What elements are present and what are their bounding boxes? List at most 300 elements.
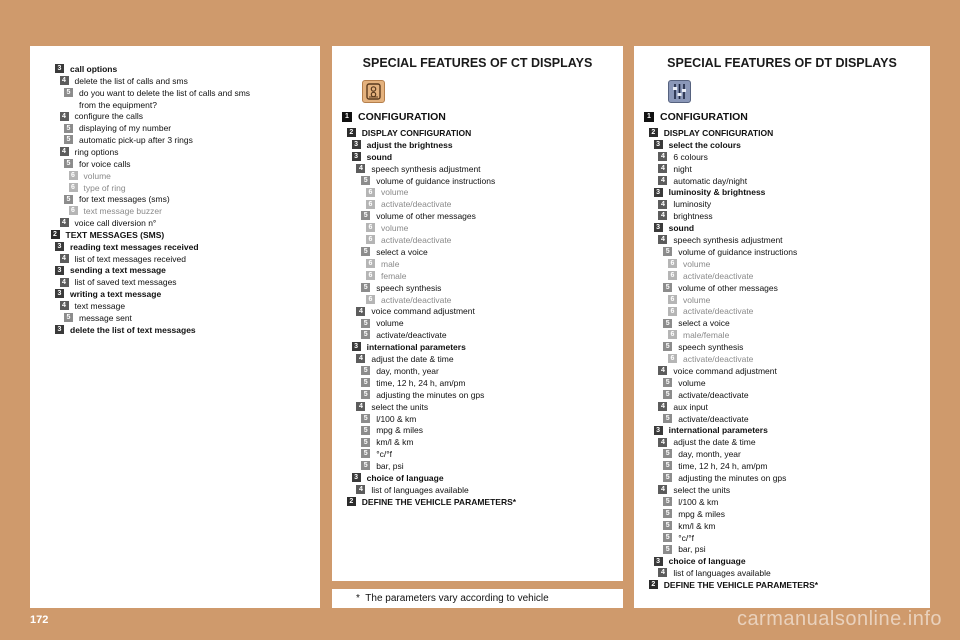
- menu-item-level-2: [649, 126, 773, 138]
- menu-item-label: °c/°f: [376, 448, 392, 459]
- menu-item-label: select the colours: [668, 139, 741, 150]
- menu-item-label: list of saved text messages: [74, 277, 177, 288]
- level-badge: 5: [361, 366, 370, 375]
- menu-item-level-3: [654, 554, 746, 566]
- menu-item-level-1: [644, 110, 748, 122]
- level-badge: 5: [361, 176, 370, 185]
- menu-item-level-3: [352, 471, 444, 483]
- menu-item-level-6: [366, 233, 451, 245]
- level-badge: 4: [60, 112, 69, 121]
- level-badge: 4: [356, 307, 365, 316]
- level-badge: 6: [668, 295, 677, 304]
- menu-item-level-4: [658, 209, 712, 221]
- level-badge: 2: [347, 497, 356, 506]
- level-badge: 4: [658, 211, 667, 220]
- menu-item-label: male: [381, 258, 400, 269]
- menu-item-label: DEFINE THE VEHICLE PARAMETERS*: [361, 496, 517, 507]
- menu-item-level-4: [60, 275, 177, 287]
- menu-item-level-4: [658, 364, 776, 376]
- menu-item-label: DISPLAY CONFIGURATION: [361, 127, 472, 138]
- level-badge: 5: [361, 283, 370, 292]
- menu-item-label: volume: [83, 170, 111, 181]
- menu-item-label: activate/deactivate: [678, 413, 749, 424]
- menu-item-level-5: [64, 133, 193, 145]
- level-badge: 4: [658, 164, 667, 173]
- level-badge: 5: [361, 414, 370, 423]
- menu-item-label: volume of guidance instructions: [678, 246, 798, 257]
- level-badge: 5: [663, 449, 672, 458]
- menu-item-label: delete the list of calls and sms: [74, 75, 188, 86]
- menu-item-level-6: [668, 328, 729, 340]
- menu-item-level-6: [366, 185, 408, 197]
- level-badge: 1: [342, 112, 352, 122]
- menu-item-label: volume: [683, 258, 711, 269]
- level-badge: 3: [654, 557, 663, 566]
- menu-item-level-6: [69, 204, 162, 216]
- menu-item-label: adjust the date & time: [673, 437, 756, 448]
- menu-item-label: aux input: [673, 401, 708, 412]
- menu-item-label: text message: [74, 300, 126, 311]
- menu-item-label: volume: [683, 294, 711, 305]
- menu-item-label: voice command adjustment: [371, 306, 475, 317]
- menu-item-level-3: [352, 340, 466, 352]
- level-badge: 6: [366, 271, 375, 280]
- menu-item-label: delete the list of text messages: [70, 324, 196, 335]
- menu-item-level-2: [347, 495, 516, 507]
- menu-item-level-4: [658, 150, 708, 162]
- menu-item-label: l/100 & km: [376, 413, 417, 424]
- menu-item-label: voice command adjustment: [673, 365, 777, 376]
- menu-item-level-5: [64, 311, 132, 323]
- menu-item-label: ring options: [74, 146, 119, 157]
- level-badge: 4: [60, 218, 69, 227]
- menu-item-label: activate/deactivate: [381, 199, 452, 210]
- level-badge: 6: [366, 295, 375, 304]
- level-badge: 5: [663, 283, 672, 292]
- menu-item-label: TEXT MESSAGES (SMS): [65, 229, 165, 240]
- level-badge: 3: [352, 140, 361, 149]
- menu-item-label: mpg & miles: [678, 508, 725, 519]
- menu-item-label: km/l & km: [376, 437, 414, 448]
- menu-item-label: activate/deactivate: [381, 294, 452, 305]
- menu-item-label: voice call diversion n°: [74, 217, 157, 228]
- menu-item-label: brightness: [673, 210, 713, 221]
- menu-item-level-6: [668, 304, 753, 316]
- level-badge: 3: [55, 64, 64, 73]
- menu-item-label: type of ring: [83, 182, 126, 193]
- menu-item-label: night: [673, 163, 692, 174]
- level-badge: 3: [55, 242, 64, 251]
- level-badge: 5: [663, 473, 672, 482]
- level-badge: 4: [356, 354, 365, 363]
- menu-item-label: volume: [376, 318, 404, 329]
- level-badge: 2: [347, 128, 356, 137]
- menu-item-level-5: [361, 209, 476, 221]
- menu-item-level-4: [356, 304, 474, 316]
- menu-item-label: call options: [70, 63, 118, 74]
- menu-item-level-5: [361, 245, 428, 257]
- menu-item-label: km/l & km: [678, 520, 716, 531]
- menu-item-level-5: [663, 316, 730, 328]
- ct-displays-title: SPECIAL FEATURES OF CT DISPLAYS: [362, 56, 593, 70]
- menu-item-label: day, month, year: [376, 365, 439, 376]
- level-badge: 5: [64, 195, 73, 204]
- menu-item-label: automatic day/night: [673, 175, 748, 186]
- menu-item-label: time, 12 h, 24 h, am/pm: [376, 377, 466, 388]
- menu-item-label: adjusting the minutes on gps: [678, 472, 787, 483]
- menu-item-label: DISPLAY CONFIGURATION: [663, 127, 774, 138]
- menu-item-label: day, month, year: [678, 448, 741, 459]
- menu-item-level-5: [663, 388, 748, 400]
- menu-item-level-4: [60, 74, 188, 86]
- dt-displays-panel: [634, 46, 930, 608]
- footnote-box: [332, 589, 623, 608]
- level-badge: 5: [663, 509, 672, 518]
- dt-displays-title: SPECIAL FEATURES OF DT DISPLAYS: [667, 56, 897, 70]
- menu-item-level-2: [649, 578, 818, 590]
- menu-item-label: do you want to delete the list of calls and sms: [79, 87, 251, 98]
- menu-item-label: configure the calls: [74, 111, 144, 122]
- menu-item-label: speech synthesis adjustment: [673, 234, 783, 245]
- menu-item-level-5: [361, 174, 495, 186]
- menu-item-level-4: [658, 400, 708, 412]
- menu-item-level-5: [361, 316, 403, 328]
- menu-item-label: luminosity: [673, 199, 712, 210]
- menu-item-label: writing a text message: [70, 288, 162, 299]
- level-badge: 5: [361, 319, 370, 328]
- menu-item-label: activate/deactivate: [678, 389, 749, 400]
- level-badge: 5: [64, 159, 73, 168]
- menu-item-level-6: [668, 352, 753, 364]
- menu-item-level-6: [366, 293, 451, 305]
- menu-item-label: select the units: [371, 401, 429, 412]
- menu-item-level-5: [663, 459, 767, 471]
- menu-item-level-5: [361, 412, 416, 424]
- menu-item-level-4: [60, 109, 144, 121]
- menu-item-label: sound: [668, 222, 695, 233]
- level-badge: 2: [649, 580, 658, 589]
- menu-item-label: volume: [678, 377, 706, 388]
- menu-item-level-5: [64, 86, 250, 98]
- menu-item-level-3: [654, 221, 695, 233]
- menu-item-level-4: [356, 352, 453, 364]
- level-badge: 4: [60, 254, 69, 263]
- menu-item-level-3: [654, 185, 766, 197]
- level-badge: 4: [658, 152, 667, 161]
- level-badge: 3: [654, 140, 663, 149]
- menu-item-level-2: [51, 228, 165, 240]
- menu-item-level-3: [654, 423, 768, 435]
- menu-item-level-4: [356, 400, 428, 412]
- sliders-screen-icon: [668, 80, 691, 103]
- menu-item-label: choice of language: [668, 556, 746, 567]
- menu-item-label: message sent: [79, 312, 132, 323]
- level-badge: 4: [658, 402, 667, 411]
- ct-displays-panel: [332, 46, 623, 581]
- menu-item-label: adjust the brightness: [366, 139, 453, 150]
- level-badge: 5: [663, 545, 672, 554]
- menu-item-level-5: [361, 328, 446, 340]
- level-badge: 3: [55, 289, 64, 298]
- menu-item-level-5: [361, 388, 484, 400]
- menu-item-label: sound: [366, 151, 393, 162]
- level-badge: 5: [361, 426, 370, 435]
- footnote-star: *: [356, 593, 360, 604]
- menu-item-label: volume of other messages: [678, 282, 778, 293]
- menu-item-level-4: [60, 145, 119, 157]
- level-badge: 5: [361, 449, 370, 458]
- menu-item-level-4: [658, 233, 782, 245]
- level-badge: 5: [663, 461, 672, 470]
- menu-item-label: activate/deactivate: [683, 353, 754, 364]
- menu-item-label: list of text messages received: [74, 253, 186, 264]
- level-badge: 5: [663, 390, 672, 399]
- footnote-text: The parameters vary according to vehicle: [365, 593, 549, 604]
- menu-item-label: select a voice: [376, 246, 428, 257]
- menu-item-label: l/100 & km: [678, 496, 719, 507]
- menu-item-level-5: [361, 364, 439, 376]
- menu-item-level-5: [361, 435, 413, 447]
- menu-item-label: text message buzzer: [83, 205, 162, 216]
- menu-item-level-4: [658, 435, 755, 447]
- menu-item-level-1: [342, 110, 446, 122]
- menu-item-level-5: [663, 245, 797, 257]
- menu-item-label: female: [381, 270, 407, 281]
- level-badge: 4: [60, 301, 69, 310]
- menu-item-level-3: [352, 150, 393, 162]
- menu-item-level-5: [361, 423, 423, 435]
- level-badge: 5: [663, 342, 672, 351]
- menu-item-level-2: [347, 126, 471, 138]
- menu-item-label: list of languages available: [371, 484, 469, 495]
- menu-item-level-5: [663, 542, 705, 554]
- menu-item-label: select a voice: [678, 318, 730, 329]
- menu-item-level-4: [658, 566, 770, 578]
- level-badge: 5: [663, 378, 672, 387]
- menu-item-level-4: [356, 162, 480, 174]
- level-badge: 5: [64, 88, 73, 97]
- menu-item-level-3: [55, 263, 166, 275]
- level-badge: 6: [366, 259, 375, 268]
- menu-item-label: speech synthesis: [678, 341, 744, 352]
- level-badge: 3: [352, 342, 361, 351]
- menu-item-label: sending a text message: [70, 265, 166, 276]
- level-badge: 3: [55, 325, 64, 334]
- level-badge: 5: [361, 390, 370, 399]
- menu-item-level-3: [654, 138, 741, 150]
- footnote: [356, 592, 549, 605]
- level-badge: 5: [361, 330, 370, 339]
- menu-item-label: international parameters: [668, 425, 768, 436]
- level-badge: 5: [361, 438, 370, 447]
- menu-item-level-3: [55, 323, 196, 335]
- menu-item-level-5: [663, 519, 715, 531]
- menu-item-level-5: [663, 471, 786, 483]
- menu-item-level-3: [55, 240, 199, 252]
- level-badge: 4: [60, 278, 69, 287]
- level-badge: 6: [69, 171, 78, 180]
- menu-item-label: reading text messages received: [70, 241, 199, 252]
- level-badge: 3: [352, 152, 361, 161]
- menu-item-label: for text messages (sms): [79, 194, 170, 205]
- level-badge: 4: [658, 176, 667, 185]
- level-badge: 5: [64, 124, 73, 133]
- menu-item-level-5: [361, 376, 465, 388]
- menu-item-level-5: [361, 459, 403, 471]
- menu-item-level-5: [64, 157, 131, 169]
- menu-item-level-4: [658, 162, 691, 174]
- menu-item-level-3: [352, 138, 453, 150]
- level-badge: 5: [361, 461, 370, 470]
- menu-item-label: list of languages available: [673, 567, 771, 578]
- level-badge: 6: [69, 183, 78, 192]
- menu-item-label: choice of language: [366, 472, 444, 483]
- menu-item-level-5: [663, 412, 748, 424]
- menu-item-label: bar, psi: [376, 460, 404, 471]
- level-badge: 3: [654, 188, 663, 197]
- menu-item-label: activate/deactivate: [683, 270, 754, 281]
- menu-item-level-5: [663, 281, 778, 293]
- menu-item-level-4: [60, 216, 157, 228]
- menu-item-label: time, 12 h, 24 h, am/pm: [678, 460, 768, 471]
- menu-item-label: mpg & miles: [376, 425, 423, 436]
- menu-item-label: automatic pick-up after 3 rings: [79, 134, 193, 145]
- menu-item-level-6: [69, 181, 126, 193]
- menu-item-label: activate/deactivate: [376, 329, 447, 340]
- menu-item-level-4: [658, 483, 730, 495]
- menu-item-label: displaying of my number: [79, 123, 172, 133]
- menu-item-label: from the equipment?: [79, 99, 157, 110]
- menu-item-level-3: [55, 287, 161, 299]
- level-badge: 3: [352, 473, 361, 482]
- menu-item-label: volume: [381, 222, 409, 233]
- menu-item-level-6: [366, 269, 407, 281]
- menu-item-level-5: [663, 531, 694, 543]
- menu-item-level-5: [663, 507, 725, 519]
- menu-item-label: adjusting the minutes on gps: [376, 389, 485, 400]
- level-badge: 5: [663, 533, 672, 542]
- menu-item-level-6: [668, 293, 710, 305]
- menu-item-level-5: [64, 192, 170, 204]
- page-number: 172: [30, 614, 49, 626]
- menu-item-label: °c/°f: [678, 532, 694, 543]
- menu-item-label: CONFIGURATION: [660, 110, 748, 123]
- level-badge: 2: [649, 128, 658, 137]
- level-badge: 5: [663, 497, 672, 506]
- menu-item-label: for voice calls: [79, 158, 131, 169]
- menu-item-level-5: [663, 447, 741, 459]
- menu-item-label: bar, psi: [678, 544, 706, 555]
- level-badge: 5: [663, 521, 672, 530]
- menu-item-level-3: [55, 62, 117, 74]
- menu-item-label: speech synthesis: [376, 282, 442, 293]
- menu-item-label: male/female: [683, 329, 730, 340]
- level-badge: 3: [654, 223, 663, 232]
- level-badge: 6: [668, 271, 677, 280]
- menu-item-label: volume: [381, 187, 409, 198]
- level-badge: 6: [668, 354, 677, 363]
- menu-item-level-6: [366, 221, 408, 233]
- menu-item-label: adjust the date & time: [371, 353, 454, 364]
- level-badge: 4: [60, 147, 69, 156]
- level-badge: 6: [668, 307, 677, 316]
- menu-item-level-5: [361, 281, 441, 293]
- watermark: carmanualsonline.info: [736, 608, 942, 630]
- level-badge: 6: [668, 330, 677, 339]
- menu-item-label: international parameters: [366, 341, 466, 352]
- level-badge: 3: [55, 266, 64, 275]
- level-badge: 5: [64, 313, 73, 322]
- level-badge: 5: [361, 211, 370, 220]
- level-badge: 4: [658, 235, 667, 244]
- menu-item-level-6: [668, 257, 710, 269]
- level-badge: 6: [366, 200, 375, 209]
- menu-item-level-4: [356, 483, 468, 495]
- level-badge: 4: [658, 568, 667, 577]
- menu-item-level-4: [658, 174, 747, 186]
- level-badge: 6: [668, 259, 677, 268]
- menu-item-level-5: [361, 447, 392, 459]
- menu-item-level-4: [60, 299, 126, 311]
- level-badge: 5: [663, 319, 672, 328]
- settings-screen-icon: [362, 80, 385, 103]
- menu-item-label: activate/deactivate: [683, 306, 754, 317]
- menu-item-level-4: [60, 252, 187, 264]
- level-badge: 5: [361, 378, 370, 387]
- level-badge: 5: [663, 414, 672, 423]
- level-badge: 5: [663, 247, 672, 256]
- level-badge: 4: [658, 366, 667, 375]
- menu-item-level-cont: [79, 98, 157, 110]
- level-badge: 4: [356, 485, 365, 494]
- menu-item-label: 6 colours: [673, 151, 708, 162]
- level-badge: 2: [51, 230, 60, 239]
- level-badge: 6: [69, 206, 78, 215]
- level-badge: 4: [356, 402, 365, 411]
- level-badge: 4: [60, 76, 69, 85]
- menu-item-label: speech synthesis adjustment: [371, 163, 481, 174]
- menu-item-label: luminosity & brightness: [668, 187, 766, 198]
- menu-item-level-6: [366, 197, 451, 209]
- menu-item-level-5: [64, 121, 171, 133]
- menu-item-level-6: [668, 269, 753, 281]
- level-badge: 4: [658, 438, 667, 447]
- menu-item-label: activate/deactivate: [381, 234, 452, 245]
- menu-item-level-5: [663, 376, 705, 388]
- level-badge: 5: [361, 247, 370, 256]
- menu-item-label: CONFIGURATION: [358, 110, 446, 123]
- menu-item-label: DEFINE THE VEHICLE PARAMETERS*: [663, 579, 819, 590]
- level-badge: 6: [366, 188, 375, 197]
- menu-item-level-6: [366, 257, 399, 269]
- level-badge: 5: [64, 135, 73, 144]
- menu-item-level-5: [663, 495, 718, 507]
- menu-item-level-5: [663, 340, 743, 352]
- menu-item-level-6: [69, 169, 111, 181]
- left-menu-tree-panel: [30, 46, 320, 608]
- menu-item-label: select the units: [673, 484, 731, 495]
- level-badge: 3: [654, 426, 663, 435]
- level-badge: 1: [644, 112, 654, 122]
- menu-item-label: volume of other messages: [376, 210, 476, 221]
- level-badge: 6: [366, 235, 375, 244]
- level-badge: 4: [356, 164, 365, 173]
- level-badge: 4: [658, 485, 667, 494]
- level-badge: 4: [658, 200, 667, 209]
- level-badge: 6: [366, 223, 375, 232]
- menu-item-label: volume of guidance instructions: [376, 175, 496, 186]
- menu-item-level-4: [658, 197, 711, 209]
